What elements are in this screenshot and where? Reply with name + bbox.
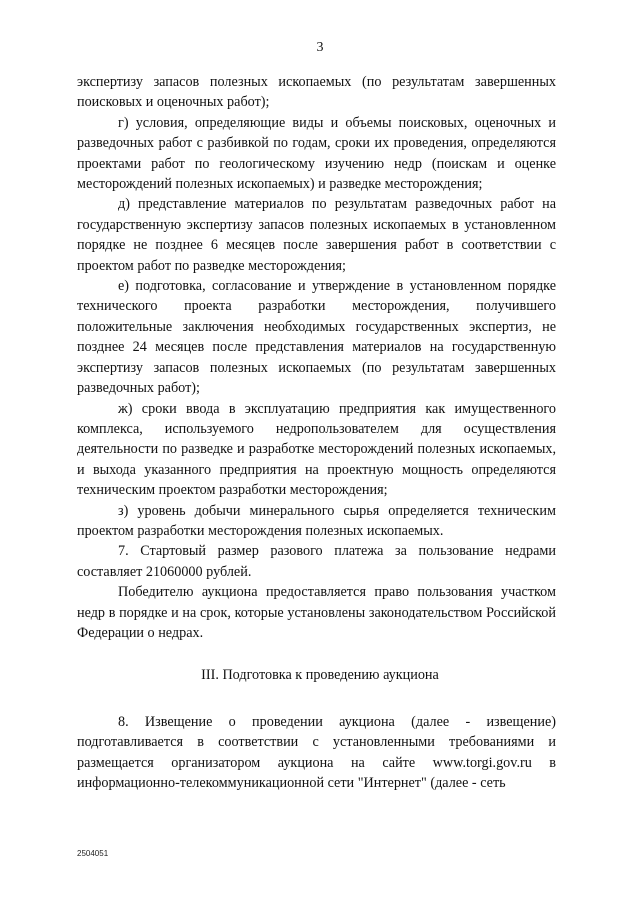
paragraph-e: е) подготовка, согласование и утверждение в установленном порядке технического проекта разработки месторождения, получившего положительные заключения необходимых государственных экспертиз, не позднее 24 месяцев после представления материалов на государственную экспертизу запасов полезных ископаемых (по результатам завершенных разведочных работ); bbox=[77, 278, 556, 397]
section-heading: III. Подготовка к проведению аукциона bbox=[201, 667, 439, 683]
section-8-text bbox=[77, 712, 556, 794]
paragraph-zh: ж) сроки ввода в эксплуатацию предприятия как имущественного комплекса, используемого недропользователем для осуществления деятельности по разведке и разработке месторождений полезных ископаемых, и выхода указанного предприятия на проектную мощность определяются техническим проектом разработки месторождения; bbox=[77, 400, 556, 499]
body-text bbox=[77, 72, 556, 643]
paragraph-d: д) представление материалов по результатам разведочных работ на государственную экспертизу запасов полезных ископаемых в установленном порядке не позднее 6 месяцев после завершения работ в соответствии с проектом работ по разведке месторождения; bbox=[77, 196, 556, 274]
paragraph-winner: Победителю аукциона предоставляется право пользования участком недр в порядке и на срок, которые установлены законодательством Российской Федерации о недрах. bbox=[77, 584, 556, 641]
paragraph-g: г) условия, определяющие виды и объемы поисковых, оценочных и разведочных работ с разбивкой по годам, сроки их проведения, определяются проектами работ по геологическому изучению недр (поискам и оценке месторождений полезных ископаемых) и разведке месторождения; bbox=[77, 114, 556, 193]
page-number: 3 bbox=[316, 40, 324, 55]
document-code: 2504051 bbox=[77, 849, 109, 858]
paragraph-z: з) уровень добычи минерального сырья определяется техническим проектом разработки месторождения полезных ископаемых. bbox=[77, 502, 556, 539]
paragraph-7: 7. Стартовый размер разового платежа за пользование недрами составляет 21060000 рублей. bbox=[77, 543, 556, 580]
paragraph-8: 8. Извещение о проведении аукциона (далее - извещение) подготавливается в соответствии с установленными требованиями и размещается организатором аукциона на сайте www.torgi.gov.ru в информационно-телекоммуникационной сети "Интернет" (далее - сеть bbox=[77, 714, 556, 792]
paragraph-continuation: экспертизу запасов полезных ископаемых (по результатам завершенных поисковых и оценочных работ); bbox=[77, 74, 556, 111]
